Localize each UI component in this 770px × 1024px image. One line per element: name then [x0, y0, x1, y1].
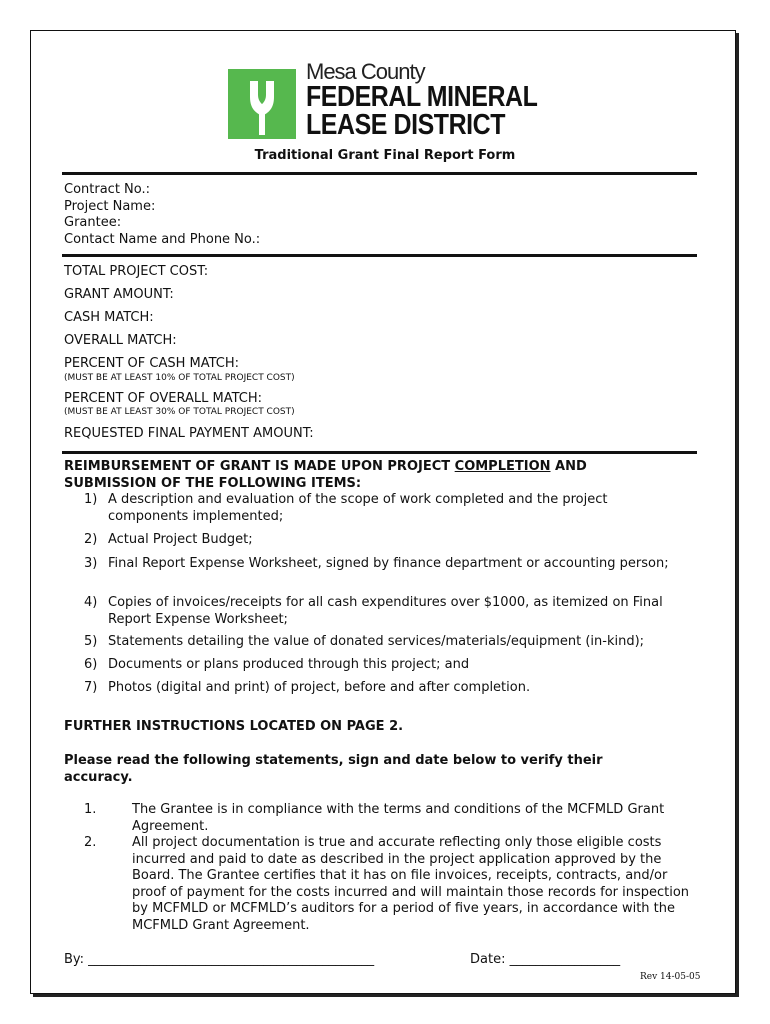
percent-overall-note: (MUST BE AT LEAST 30% OF TOTAL PROJECT COST) — [64, 407, 295, 417]
divider — [62, 172, 697, 175]
list-item: 5) Statements detailing the value of donated services/materials/equipment (in-kind); — [84, 634, 645, 649]
list-item: 1) A description and evaluation of the scope of work completed and the project components implemented; — [84, 492, 608, 524]
statement-item: 1. The Grantee is in compliance with the terms and conditions of the MCFMLD Grant Agreement. — [84, 802, 665, 834]
logo-wordmark — [306, 61, 575, 139]
contract-no-label: Contract No.: — [64, 182, 151, 197]
completion-underlined: COMPLETION — [454, 459, 551, 474]
list-item: 6) Documents or plans produced through this project; and — [84, 657, 470, 672]
percent-cash-note: (MUST BE AT LEAST 10% OF TOTAL PROJECT COST) — [64, 373, 295, 383]
logo-line-federal: FEDERAL MINERAL — [306, 81, 538, 113]
total-project-cost-label: TOTAL PROJECT COST: — [64, 264, 209, 279]
divider — [62, 451, 697, 454]
signature-date-line[interactable]: Date: _________________ — [470, 952, 621, 967]
please-read-instructions: Please read the following statements, sign and date below to verify their accuracy. — [64, 753, 603, 785]
list-item: 4) Copies of invoices/receipts for all cash expenditures over $1000, as itemized on Final Report Expense Worksheet; — [84, 595, 663, 627]
cash-match-label: CASH MATCH: — [64, 310, 154, 325]
further-instructions: FURTHER INSTRUCTIONS LOCATED ON PAGE 2. — [64, 719, 404, 734]
list-item: 2) Actual Project Budget; — [84, 532, 253, 547]
form-title: Traditional Grant Final Report Form — [254, 148, 516, 163]
requested-final-payment-label: REQUESTED FINAL PAYMENT AMOUNT: — [64, 426, 314, 441]
grant-amount-label: GRANT AMOUNT: — [64, 287, 174, 302]
grantee-label: Grantee: — [64, 215, 122, 230]
list-item: 3) Final Report Expense Worksheet, signed by finance department or accounting person; — [84, 556, 669, 571]
reimbursement-heading-line2: SUBMISSION OF THE FOLLOWING ITEMS: — [64, 475, 362, 491]
signature-by-line[interactable]: By: ____________________________________________ — [64, 952, 375, 967]
logo-line-county: Mesa County — [306, 59, 425, 84]
overall-match-label: OVERALL MATCH: — [64, 333, 177, 348]
percent-cash-match-label: PERCENT OF CASH MATCH: — [64, 356, 240, 371]
logo-line-lease: LEASE DISTRICT — [306, 109, 506, 141]
shovel-logo-icon — [228, 69, 296, 139]
divider — [62, 254, 697, 257]
percent-overall-match-label: PERCENT OF OVERALL MATCH: — [64, 391, 263, 406]
contact-label: Contact Name and Phone No.: — [64, 231, 261, 247]
project-name-label: Project Name: — [64, 198, 156, 214]
district-logo — [228, 61, 538, 143]
list-item: 7) Photos (digital and print) of project, before and after completion. — [84, 680, 531, 695]
statement-item: 2. All project documentation is true and accurate reflecting only those eligible costs incurred and paid to date as described in the project application approved by the Board. The Grantee certifies that it has on file invoices, receipts, contracts, and/or proof of payment for the costs incurred and will maintain those records for inspection by MCFMLD or MCFMLD’s auditors for a period of five years, in accordance with the MCFMLD Grant Agreement. — [84, 835, 690, 933]
revision-number: Rev 14-05-05 — [640, 972, 701, 982]
reimbursement-heading: REIMBURSEMENT OF GRANT IS MADE UPON PROJECT COMPLETION AND — [64, 459, 587, 474]
